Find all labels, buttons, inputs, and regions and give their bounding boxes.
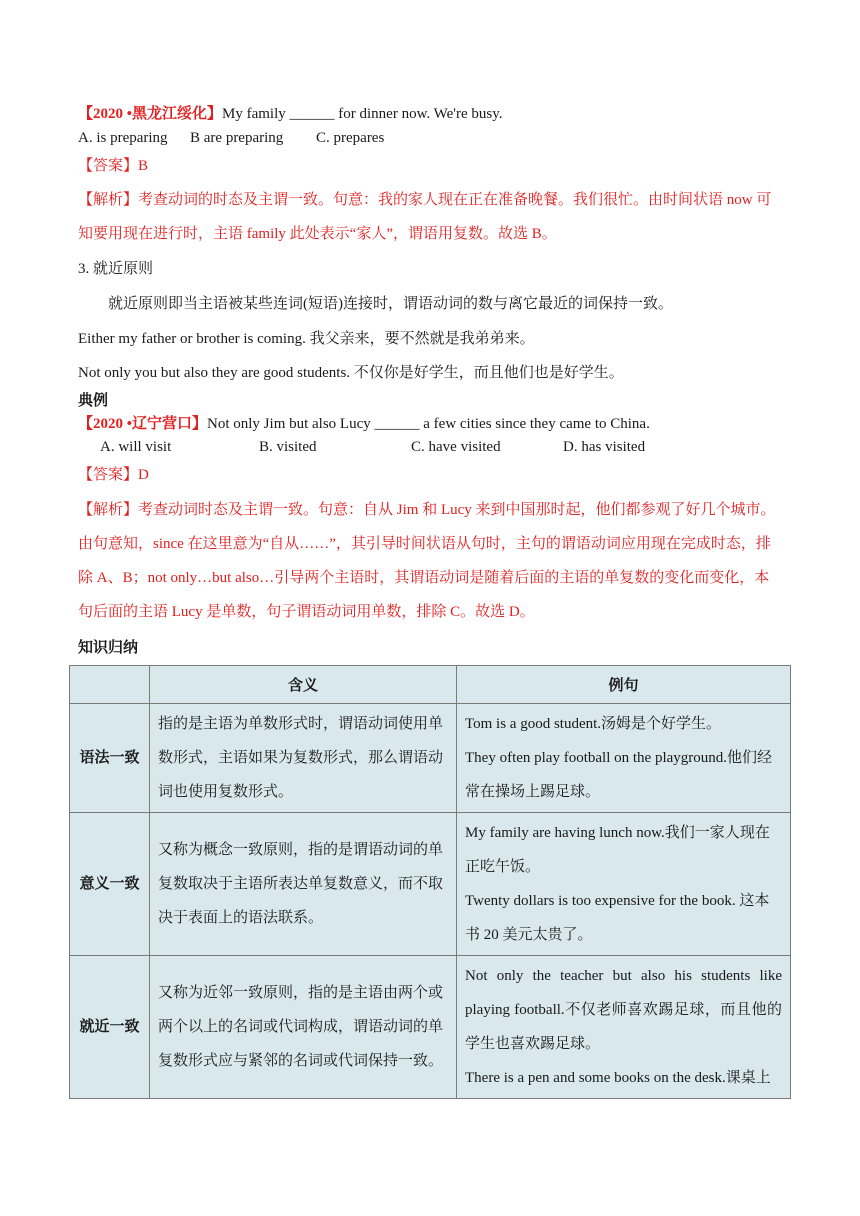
q1-analysis-text: 考查动词的时态及主谓一致。句意：我的家人现在正在准备晚餐。我们很忙。由时间状语 now 可知要用现在进行时，主语 family 此处表示“家人”，谓语用复数。故选 B。 [78,192,772,242]
row-meaning-grammar: 指的是主语为单数形式时，谓语动词使用单数形式，主语如果为复数形式，那么谓语动词也使用复数形式。 [150,704,457,813]
q2-option-c: C. have visited [411,439,501,455]
q2-analysis-label: 【解析】 [78,502,139,518]
section3-example-2: Not only you but also they are good students. 不仅你是好学生，而且他们也是好学生。 [78,365,624,381]
q1-answer: 【答案】B [78,158,149,174]
table-row [70,813,791,956]
q2-option-b: B. visited [259,439,317,455]
summary-table [69,665,791,1099]
q2-analysis [78,493,784,629]
summary-title: 知识归纳 [78,640,139,656]
q2-option-a: A. will visit [100,439,172,455]
row-name-proximity: 就近一致 [70,956,150,1099]
q1-option-a: A. is preparing [78,130,168,146]
row-examples-meaning [457,813,791,956]
summary-header-meaning: 含义 [150,666,457,704]
q2-source: 【2020 •辽宁营口】 [78,416,208,432]
example-sentence: Not only the teacher but also his students like playing football.不仅老师喜欢踢足球，而且他的学生也喜欢踢足球。 [465,968,782,1052]
example-sentence: There is a pen and some books on the desk.课桌上 [465,1070,771,1086]
section3-example-1: Either my father or brother is coming. 我父亲来，要不然就是我弟弟来。 [78,331,535,347]
row-name-meaning: 意义一致 [70,813,150,956]
table-row [70,956,791,1099]
section3-label: 典例 [78,393,109,409]
summary-header-empty [70,666,150,704]
section3-heading: 3. 就近原则 [78,261,154,277]
section3-rule: 就近原则即当主语被某些连词(短语)连接时，谓语动词的数与离它最近的词保持一致。 [108,296,673,312]
row-examples-grammar [457,704,791,813]
q1-question [78,104,503,124]
row-meaning-proximity: 又称为近邻一致原则，指的是主语由两个或两个以上的名词或代词构成，谓语动词的单复数形式应与紧邻的名词或代词保持一致。 [150,956,457,1099]
row-name-grammar: 语法一致 [70,704,150,813]
example-sentence: They often play football on the playground.他们经常在操场上踢足球。 [465,750,773,800]
q1-analysis-label: 【解析】 [78,192,139,208]
row-examples-proximity [457,956,791,1099]
q1-source: 【2020 •黑龙江绥化】 [78,106,223,122]
table-row [70,704,791,813]
summary-header-example: 例句 [457,666,791,704]
q2-analysis-text: 考查动词时态及主谓一致。句意：自从 Jim 和 Lucy 来到中国那时起，他们都参观了好几个城市。由句意知，since 在这里意为“自从……”，其引导时间状语从句时，主句的谓语动词应用现在完成时态，排除 A、B；not only…but also…引导两个主语时，其谓语动词是随着后面的主语的单复数的变化而变化，本句后面的主语 Lucy 是单数，句子谓语动词用单数，排除 C。故选 D。 [78,502,776,620]
q2-stem: Not only Jim but also Lucy ______ a few cities since they came to China. [207,416,650,432]
row-meaning-meaning: 又称为概念一致原则，指的是谓语动词的单复数取决于主语所表达单复数意义，而不取决于表面上的语法联系。 [150,813,457,956]
q2-answer: 【答案】D [78,467,149,483]
q1-stem: My family ______ for dinner now. We're busy. [222,106,503,122]
summary-header-row [70,666,791,704]
q2-question [78,414,650,434]
example-sentence: Twenty dollars is too expensive for the book. 这本书 20 美元太贵了。 [465,893,770,943]
q1-option-b: B are preparing [190,130,284,146]
example-sentence: Tom is a good student.汤姆是个好学生。 [465,716,722,732]
q2-option-d: D. has visited [563,439,646,455]
example-sentence: My family are having lunch now.我们一家人现在正吃午饭。 [465,825,770,875]
q1-option-c: C. prepares [316,130,385,146]
q1-analysis [78,183,784,251]
